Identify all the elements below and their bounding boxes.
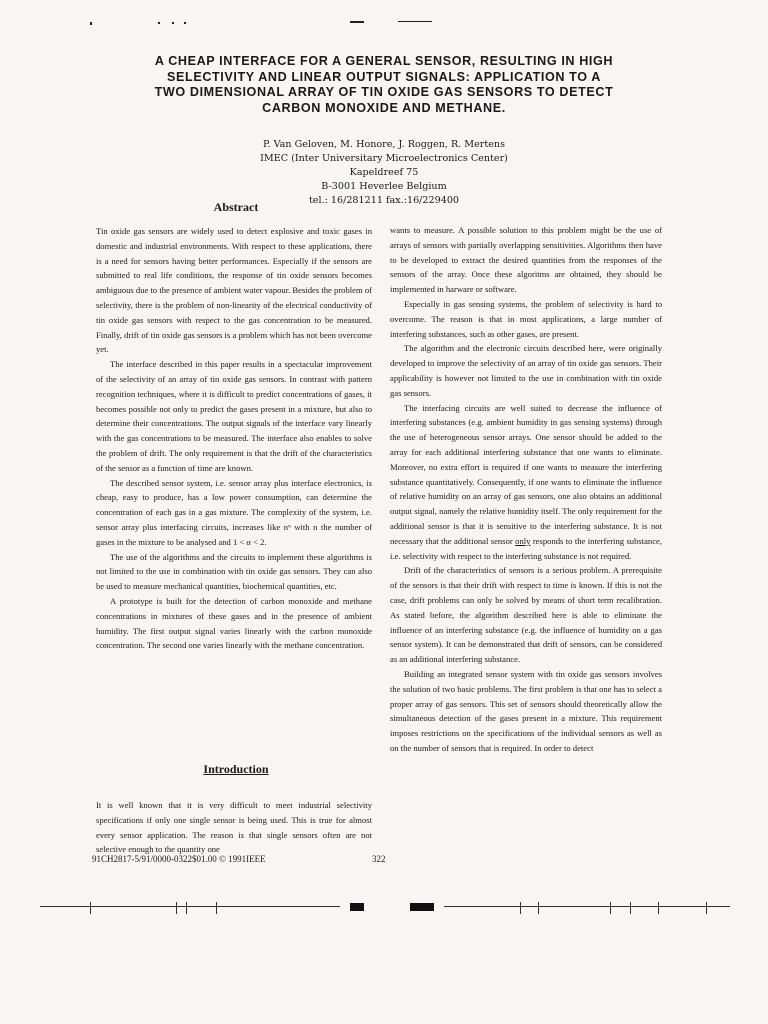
author-block [260,138,508,208]
scan-marks-top [0,18,768,26]
body-paragraph: The algorithm and the electronic circuits described here, were originally developed to improve the selectivity of an array of tin oxide gas sensors. Their applicability is however not limited to the use in combination with tin oxide gas sensors. [390,343,662,398]
author-street: Kapeldreef 75 [349,167,419,178]
right-column-body [390,223,662,756]
emphasis-only: only [515,535,531,546]
page-number: 322 [372,854,386,864]
introduction-body [96,798,372,857]
paper-title: A CHEAP INTERFACE FOR A GENERAL SENSOR, RESULTING IN HIGH SELECTIVITY AND LINEAR OUTPUT SIGNALS: APPLICATION TO A TWO DIMENSIONAL ARRAY OF TIN OXIDE GAS SENSORS TO DETECT CARBON MONOXIDE AND METHANE. [154,54,614,115]
abstract-paragraph: Tin oxide gas sensors are widely used to detect explosive and toxic gases in domestic and industrial environments. With respect to these applications, there is a need for sensors having better performances. Especially if the sensors are submitted to real life conditions, the response of tin oxide sensors becomes ambiguous due to the presence of ambient water vapour. Besides the problem of selectivity, there is the problem of non-linearity of the electrical conductivity of tin oxide gas sensors with respect to the gas concentration to be measured. Finally, drift of tin oxide gas sensors is a problem which has not been overcome yet. [96,226,372,355]
body-paragraph: Building an integrated sensor system with tin oxide gas sensors involves the solution of two basic problems. The first problem is that one has to select a proper array of gas sensors. This set of sensors should theoretically allow the simultaneous detection of the gases present in a mixture. This requirement imposes restrictions on the specifications of the individual sensors as well as on the number of sensors that is required. In order to detect [390,668,662,753]
abstract-heading: Abstract [213,200,259,214]
author-institution: IMEC (Inter Universitary Microelectronics Center) [260,153,508,164]
introduction-paragraph: It is well known that it is very difficult to meet industrial selectivity specifications if only one single sensor is being used. This is true for almost every sensor application. The reason is that single sensors often are not selective enough to the quantity one [96,800,372,855]
author-names: P. Van Geloven, M. Honore, J. Roggen, R. Mertens [262,139,506,150]
introduction-heading: Introduction [203,762,269,776]
abstract-paragraph: The interface described in this paper results in a spectacular improvement of the selectivity of an array of tin oxide gas sensors. In contrast with pattern recognition techniques, where it is difficult to predict concentrations of gases, it becomes possible not only to predict the gases present in a mixture, but also to determine their concentrations. The output signals of the interface vary linearly with the gas concentrations to be measured. The interface also enables to solve the problem of drift. The only requirement is that the drift of the characteristics of the sensor as a function of time are known. [96,359,372,473]
author-city: B-3001 Heverlee Belgium [321,181,447,192]
body-paragraph: Especially in gas sensing systems, the problem of selectivity is hard to overcome. The reason is that in most applications, a large number of interfering substances, such as other gases, are present. [390,298,662,339]
footer-copyright: 91CH2817-5/91/0000-0322$01.00 © 1991IEEE [92,854,266,864]
abstract-body [96,224,372,653]
body-text: responds to the interfering substance, i.e. selectivity with respect to the interfering substance is not required. [390,535,662,561]
author-contact: tel.: 16/281211 fax.:16/229400 [308,195,460,206]
abstract-paragraph: A prototype is built for the detection of carbon monoxide and methane concentrations in mixtures of these gases and in the presence of ambient humidity. The first output signal varies linearly with the carbon monoxide concentration. The second one varies linearly with the methane concentration. [96,595,372,651]
body-paragraph [390,401,662,564]
abstract-paragraph: The use of the algorithms and the circuits to implement these algorithms is not limited to the use in combination with tin oxide gas sensors. They can also be used to measure mechanical quantities, biochemical quantities, etc. [96,551,372,592]
scan-marks-bottom [40,900,730,918]
abstract-paragraph: The described sensor system, i.e. sensor array plus interface electronics, is cheap, easy to produce, has a low power consumption, can determine the concentration of each gas in a gas mixture. The complexity of the system, i.e. sensor array plus interfacing circuits, increases like nᵅ with n the number of gases in the mixture to be analysed and 1 < α < 2. [96,477,372,547]
body-paragraph: wants to measure. A possible solution to this problem might be the use of arrays of sensors with partially overlapping sensitivities. Algorithms then have to be developed to extract the desired quantities from the responses of the sensors of the array. Once these algoritms are obtained, they should be implemented in harware or software. [390,225,662,295]
body-paragraph: Drift of the characteristics of sensors is a serious problem. A prerequisite of the sensors is that their drift with respect to time is known. If this is not the case, drift problems can only be solved by means of short term recalibration. As stated before, the algorithm described here is able to eliminate the influence of an interfering substance (e.g. the influence of humidity on a gas sensor system). It can be demonstrated that drift of sensors, can be considered as an additional interfering substance. [390,565,662,665]
body-text: The interfacing circuits are well suited to decrease the influence of interfering substances (e.g. ambient humidity in gas sensing systems) through the use of heterogeneous sensor arrays. One sensor should be added to the array for each additional interfering substance that one wants to eliminate. Moreover, no extra effort is required if one wants to measure the interfering substance quantitatively. Consequently, if one wants to eliminate the influence of relative humidity on an array of gas sensors, one also obtains an additional output signal, namely the relative humidity itself. The only requirement for the additional sensor is that it is sensitive to the interfering substance. It is not necessary that the additional sensor [390,402,662,546]
